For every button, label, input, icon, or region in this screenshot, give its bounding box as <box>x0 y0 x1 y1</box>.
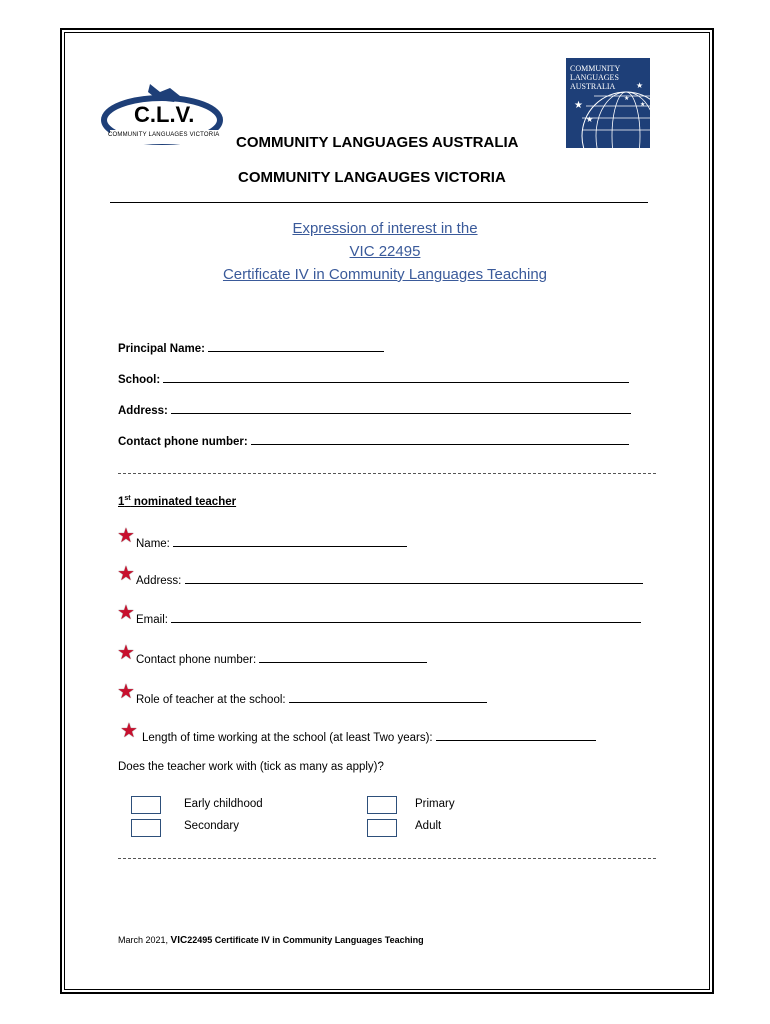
teacher-role-label: Role of teacher at the school: <box>136 694 286 706</box>
principal-name-input[interactable] <box>208 341 384 352</box>
option-primary-label: Primary <box>415 798 455 810</box>
teacher-contact-label: Contact phone number: <box>136 654 257 666</box>
teacher-address-field <box>136 573 643 587</box>
required-star-icon: ★ <box>117 525 135 547</box>
clv-logo-text: C.L.V. <box>134 102 195 127</box>
teacher-contact-field <box>136 652 427 666</box>
header-divider <box>110 202 648 203</box>
teacher-heading <box>118 495 236 508</box>
checkbox-adult[interactable] <box>367 819 397 837</box>
teacher-name-label: Name: <box>136 538 170 550</box>
contact-field <box>118 434 629 448</box>
teacher-email-input[interactable] <box>171 612 641 623</box>
address-field <box>118 403 631 417</box>
footer-course-prefix: VIC <box>170 935 188 946</box>
teacher-name-input[interactable] <box>173 536 407 547</box>
teacher-length-label: Length of time working at the school (at least Two years): <box>142 732 433 744</box>
clv-logo-ring-text: COMMUNITY LANGUAGES VICTORIA <box>108 132 220 138</box>
school-label: School: <box>118 374 161 386</box>
teacher-email-field <box>136 612 641 626</box>
svg-text:★: ★ <box>636 81 644 90</box>
teacher-email-label: Email: <box>136 614 168 626</box>
svg-text:★: ★ <box>624 96 630 102</box>
teacher-address-input[interactable] <box>185 573 643 584</box>
org-name-victoria: COMMUNITY LANGAUGES VICTORIA <box>238 169 506 186</box>
org-name-australia: COMMUNITY LANGUAGES AUSTRALIA <box>236 134 519 151</box>
school-input[interactable] <box>163 372 629 383</box>
address-input[interactable] <box>171 403 631 414</box>
svg-text:★: ★ <box>574 100 583 111</box>
footer-course: 22495 Certificate IV in Community Languages Teaching <box>187 935 424 945</box>
address-label: Address: <box>118 405 168 417</box>
cla-logo <box>566 58 650 148</box>
principal-name-field <box>118 341 384 355</box>
required-star-icon: ★ <box>117 563 135 585</box>
checkbox-secondary[interactable] <box>131 819 161 837</box>
teacher-address-label: Address: <box>136 575 182 587</box>
teacher-heading-num: 1 <box>118 495 125 508</box>
title-line-2: VIC 22495 <box>349 243 421 260</box>
clv-logo <box>100 78 230 148</box>
form-title <box>0 220 770 290</box>
required-star-icon: ★ <box>117 681 135 703</box>
option-adult-label: Adult <box>415 820 442 832</box>
teacher-length-input[interactable] <box>436 730 596 741</box>
footer <box>118 935 424 946</box>
teacher-role-field <box>136 692 487 706</box>
title-line-3: Certificate IV in Community Languages Teaching <box>222 266 548 283</box>
teacher-work-question: Does the teacher work with (tick as many as apply)? <box>118 761 384 773</box>
checkbox-primary[interactable] <box>367 796 397 814</box>
principal-name-label: Principal Name: <box>118 343 205 355</box>
option-early-childhood-label: Early childhood <box>184 798 263 810</box>
required-star-icon: ★ <box>117 602 135 624</box>
contact-label: Contact phone number: <box>118 436 248 448</box>
checkbox-early-childhood[interactable] <box>131 796 161 814</box>
required-star-icon: ★ <box>120 720 138 742</box>
option-secondary-label: Secondary <box>184 820 239 832</box>
cla-logo-text: COMMUNITY LANGUAGES AUSTRALIA <box>570 64 620 91</box>
school-field <box>118 372 629 386</box>
required-star-icon: ★ <box>117 642 135 664</box>
section-divider-2 <box>118 858 656 859</box>
section-divider-1 <box>118 473 656 474</box>
teacher-contact-input[interactable] <box>259 652 427 663</box>
teacher-heading-sup: st <box>124 495 131 502</box>
teacher-name-field <box>136 536 407 550</box>
contact-input[interactable] <box>251 434 629 445</box>
svg-text:★: ★ <box>640 102 646 108</box>
teacher-length-field <box>142 730 596 744</box>
svg-text:★: ★ <box>586 115 594 124</box>
teacher-heading-text: nominated teacher <box>130 495 237 508</box>
footer-date: March 2021, <box>118 935 171 945</box>
title-line-1: Expression of interest in the <box>292 220 478 237</box>
teacher-role-input[interactable] <box>289 692 487 703</box>
